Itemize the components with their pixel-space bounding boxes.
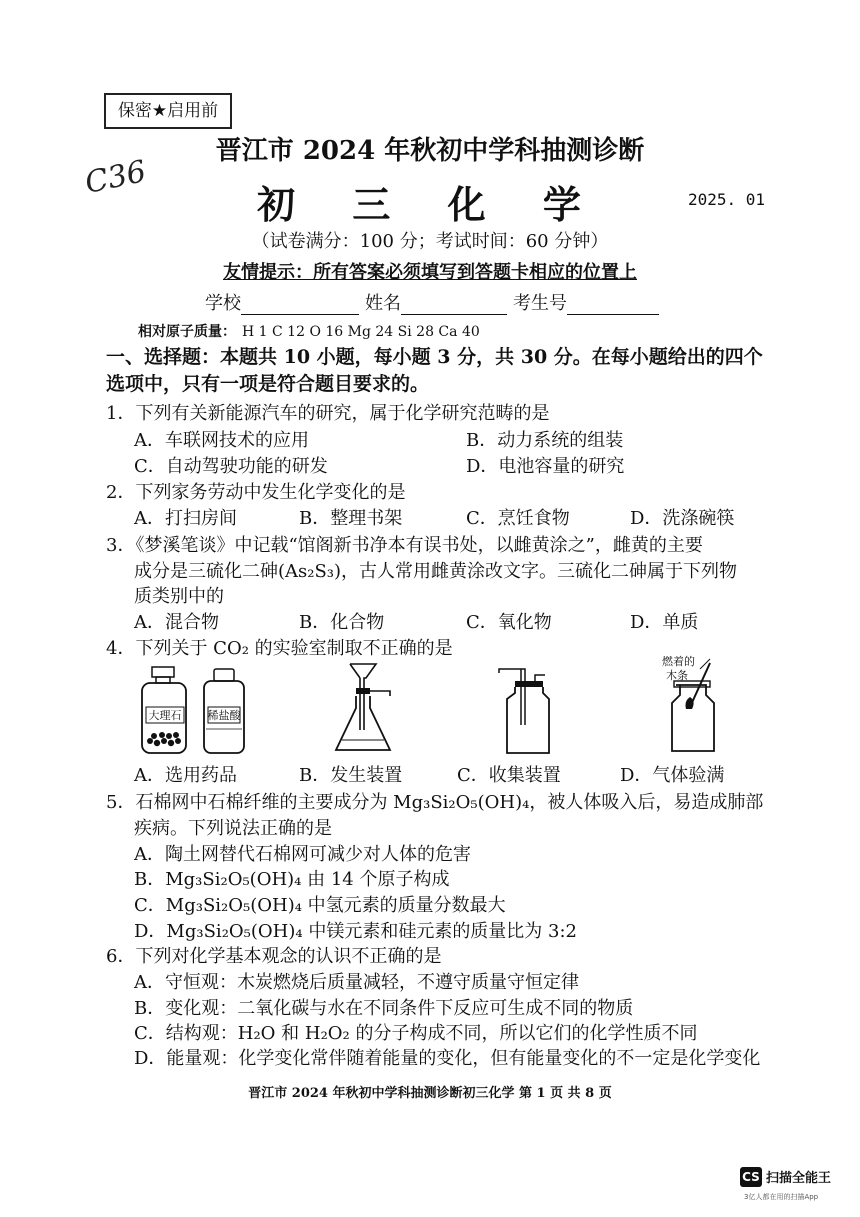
q1-option-b: B．动力系统的组装 (466, 430, 624, 451)
q3-option-a: A．混合物 (134, 612, 219, 633)
field-name-blank[interactable] (401, 296, 507, 315)
exam-info: （试卷满分：100 分；考试时间：60 分钟） (251, 231, 609, 252)
scanner-watermark (740, 1166, 832, 1201)
page-footer: 晋江市 2024 年秋初中学科抽测诊断初三化学 第 1 页 共 8 页 (248, 1086, 612, 1101)
acid-bottle (204, 669, 244, 753)
reagent-bottles-figure (138, 665, 258, 760)
q5-stem-line1: 5．石棉网中石棉纤维的主要成分为 Mg₃Si₂O₅(OH)₄，被人体吸入后，易造成肺部 (106, 792, 764, 813)
q6-option-d: D．能量观：化学变化常伴随着能量的变化，但有能量变化的不一定是化学变化 (134, 1048, 761, 1069)
q3-stem-line3: 质类别中的 (134, 586, 224, 607)
q6-option-b: B．变化观：二氧化碳与水在不同条件下反应可生成不同的物质 (134, 998, 634, 1019)
student-fields (205, 289, 665, 315)
q4-option-c: C．收集装置 (457, 765, 561, 786)
q6-option-a: A．守恒观：木炭燃烧后质量减轻，不遵守质量守恒定律 (134, 972, 579, 993)
subject-title: 初 三 化 学 (257, 182, 603, 227)
gas-test-figure (660, 655, 730, 760)
q5-option-d: D．Mg₃Si₂O₅(OH)₄ 中镁元素和硅元素的质量比为 3:2 (134, 921, 578, 942)
section-heading: 一、选择题：本题共 10 小题，每小题 3 分，共 30 分。在每小题给出的四个选项中，只有一项是符合题目要求的。 (106, 346, 763, 395)
burning-label-2: 木条 (666, 669, 688, 682)
q3-stem-line2: 成分是三硫化二砷(As₂S₃)，古人常用雌黄涂改文字。三硫化二砷属于下列物 (134, 561, 738, 582)
acid-label: 稀盐酸 (207, 709, 241, 722)
q2-stem: 2．下列家务劳动中发生化学变化的是 (106, 482, 406, 503)
q6-stem: 6．下列对化学基本观念的认识不正确的是 (106, 946, 442, 967)
field-id-blank[interactable] (567, 296, 659, 315)
field-school-blank[interactable] (241, 296, 359, 315)
scanner-logo-icon: CS (740, 1167, 762, 1187)
collection-apparatus-figure (495, 665, 555, 760)
marble-bottle (142, 667, 186, 753)
q2-option-d: D．洗涤碗筷 (630, 508, 735, 529)
q5-stem-line2: 疾病。下列说法正确的是 (134, 818, 332, 839)
q3-stem-line1: 3．《梦溪笔谈》中记载“馆阁新书净本有误书处，以雌黄涂之”，雌黄的主要 (106, 535, 703, 556)
burning-label-1: 燃着的 (662, 655, 695, 668)
field-id-label: 考生号 (513, 293, 567, 314)
exam-date: 2025. 01 (688, 190, 766, 209)
q1-option-a: A．车联网技术的应用 (134, 430, 309, 451)
q5-option-c: C．Mg₃Si₂O₅(OH)₄ 中氢元素的质量分数最大 (134, 895, 506, 916)
q1-option-c: C．自动驾驶功能的研发 (134, 456, 328, 477)
generator-apparatus-figure (328, 660, 398, 760)
scanner-app-name: 扫描全能王 (766, 1171, 832, 1186)
q5-option-a: A．陶土网替代石棉网可减少对人体的危害 (134, 844, 471, 865)
q2-option-b: B．整理书架 (299, 508, 403, 529)
q4-stem: 4．下列关于 CO₂ 的实验室制取不正确的是 (106, 638, 453, 659)
field-school-label: 学校 (205, 293, 241, 314)
q1-option-d: D．电池容量的研究 (466, 456, 625, 477)
atomic-mass-values: H 1 C 12 O 16 Mg 24 Si 28 Ca 40 (242, 324, 480, 340)
atomic-masses (138, 321, 480, 341)
q4-option-b: B．发生装置 (299, 765, 403, 786)
confidential-label: 保密★启用前 (104, 93, 232, 129)
q3-option-b: B．化合物 (299, 612, 385, 633)
field-name-label: 姓名 (365, 293, 401, 314)
marble-label: 大理石 (148, 709, 182, 722)
q4-option-d: D．气体验满 (620, 765, 725, 786)
q3-option-c: C．氧化物 (466, 612, 552, 633)
q5-option-b: B．Mg₃Si₂O₅(OH)₄ 由 14 个原子构成 (134, 869, 450, 890)
scanner-tagline: 3亿人都在用的扫描App (744, 1193, 819, 1201)
q1-stem: 1．下列有关新能源汽车的研究，属于化学研究范畴的是 (106, 403, 550, 424)
atomic-mass-label: 相对原子质量： (138, 324, 236, 340)
exam-title: 晋江市 2024 年秋初中学科抽测诊断 (215, 136, 645, 166)
q2-option-c: C．烹饪食物 (466, 508, 570, 529)
answer-tip: 友情提示：所有答案必须填写到答题卡相应的位置上 (223, 262, 637, 283)
q4-option-a: A．选用药品 (134, 765, 237, 786)
q6-option-c: C．结构观：H₂O 和 H₂O₂ 的分子构成不同，所以它们的化学性质不同 (134, 1023, 698, 1044)
q3-option-d: D．单质 (630, 612, 699, 633)
handwritten-mark: C36 (82, 154, 150, 201)
q2-option-a: A．打扫房间 (134, 508, 237, 529)
